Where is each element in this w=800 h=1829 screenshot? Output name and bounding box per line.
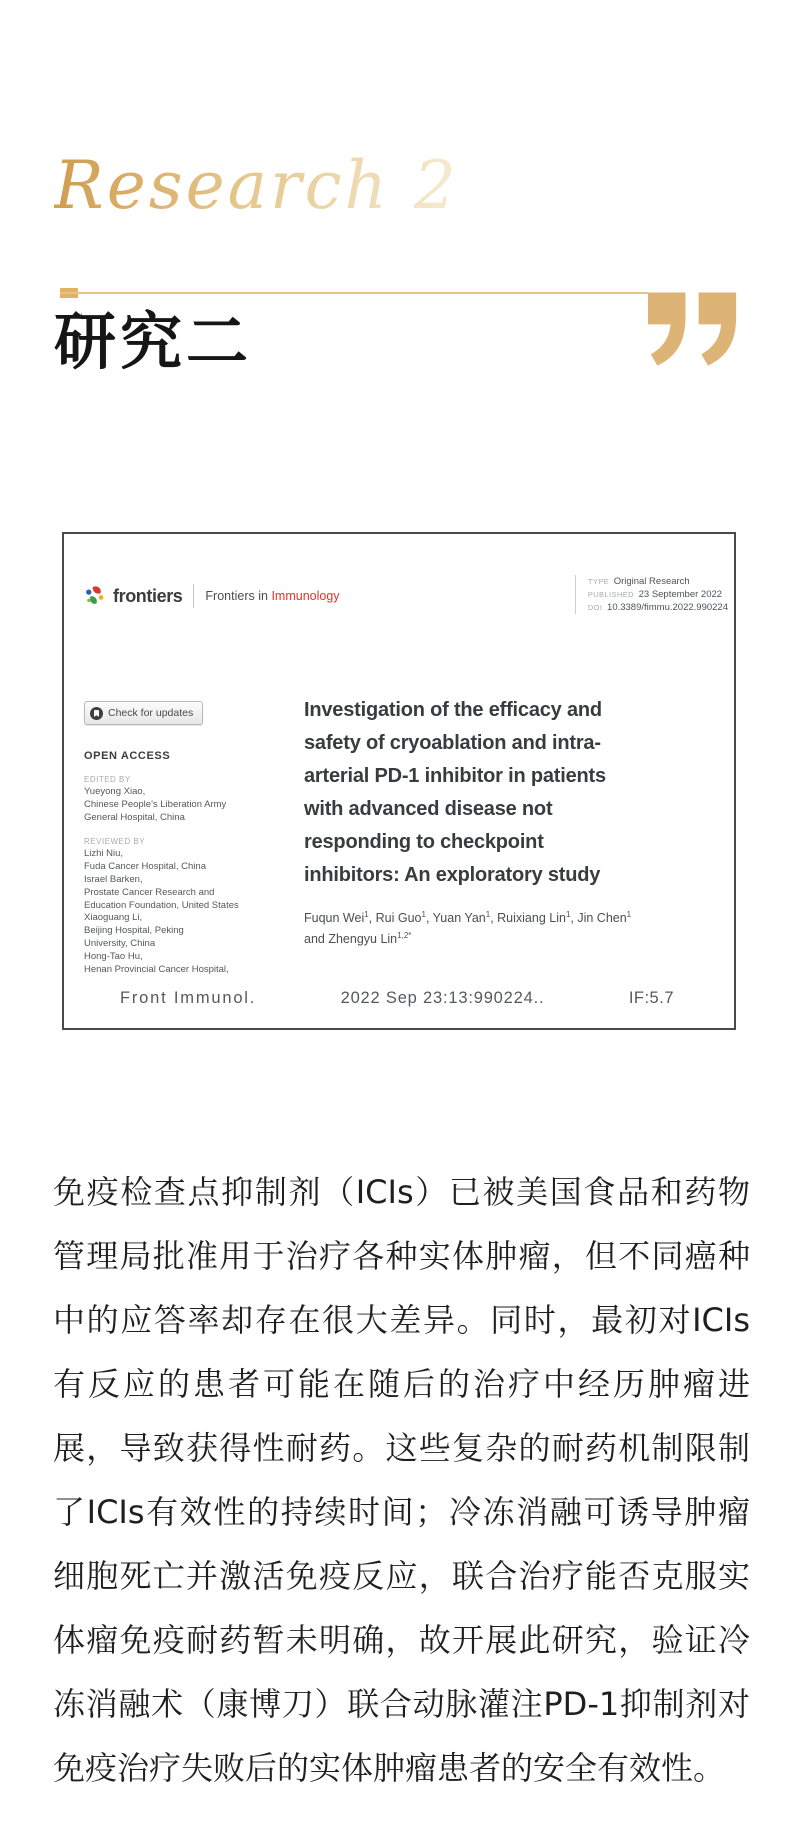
edited-by-list: Yueyong Xiao, Chinese People's Liberation Army General Hospital, China: [84, 786, 227, 823]
footer-citation: 2022 Sep 23:13:990224..: [340, 989, 545, 1007]
footer-impact-factor: IF:5.7: [628, 989, 674, 1007]
paper-card-footer: [120, 989, 674, 1008]
meta-doi-value: 10.3389/fimmu.2022.990224: [607, 602, 728, 613]
journal-title-red: Immunology: [271, 589, 340, 603]
journal-prefix: Frontiers in: [205, 589, 268, 603]
article-meta-block: [575, 575, 728, 614]
paper-card-header: [84, 575, 728, 614]
meta-type-value: Original Research: [613, 576, 690, 587]
meta-doi: [588, 601, 728, 614]
frontiers-logo-icon: [84, 585, 106, 607]
paper-card-sidebar: [84, 701, 289, 976]
journal-name: [205, 589, 339, 603]
publisher-logo-group: [84, 584, 340, 608]
header-divider: [193, 584, 194, 608]
check-for-updates-label: Check for updates: [108, 707, 194, 719]
reviewed-by-list: Lizhi Niu, Fuda Cancer Hospital, China Israel Barken, Prostate Cancer Research and Education Foundation, United States Xiaoguang Li, Beijing Hospital, Peking University, China Hong-Tao Hu, Henan Provincial Cancer Hospital,: [84, 848, 239, 975]
meta-published-value: 23 September 2022: [638, 589, 723, 600]
meta-published: [588, 588, 728, 601]
footer-journal-abbr: Front Immunol.: [120, 989, 257, 1007]
paper-card-main: [304, 694, 674, 948]
crossmark-icon: [90, 707, 103, 720]
frontiers-logo-text: frontiers: [113, 585, 183, 606]
section-title-cn: 研究二: [54, 305, 253, 378]
paper-card: [62, 532, 736, 1030]
abstract-paragraph-cn: 免疫检查点抑制剂（ICIs）已被美国食品和药物管理局批准用于治疗各种实体肿瘤，但不同癌种中的应答率却存在很大差异。同时，最初对ICIs有反应的患者可能在随后的治疗中经历肿瘤进展，导致获得性耐药。这些复杂的耐药机制限制了ICIs有效性的持续时间；冷冻消融可诱导肿瘤细胞死亡并激活免疫反应，联合治疗能否克服实体瘤免疫耐药暂未明确，故开展此研究，验证冷冻消融术（康博刀）联合动脉灌注PD-1抑制剂对免疫治疗失败后的实体肿瘤患者的安全有效性。: [53, 1173, 750, 1787]
reviewed-by-label: REVIEWED BY: [84, 837, 146, 847]
check-for-updates-button[interactable]: [84, 701, 203, 725]
research-script-title: Research 2: [54, 147, 460, 224]
meta-type: [588, 575, 728, 588]
paper-title: Investigation of the efficacy and safety of cryoablation and intra- arterial PD-1 inhibitor in patients with advanced disease not responding to checkpoint inhibitors: An exploratory study: [304, 699, 606, 886]
meta-type-label: TYPE: [587, 577, 610, 586]
open-access-label: OPEN ACCESS: [84, 750, 171, 762]
edited-by-label: EDITED BY: [84, 775, 131, 784]
meta-published-label: PUBLISHED: [587, 590, 634, 599]
paper-authors: Fuqun Wei$^1$, Rui Guo$^1$, Yuan Yan$^1$, Ruixiang Lin$^1$, Jin Chen$^1$ and Zhengyu Lin$^{1,2*}$: [304, 910, 632, 947]
quote-icon: [648, 292, 738, 368]
meta-doi-label: DOI: [587, 603, 603, 612]
